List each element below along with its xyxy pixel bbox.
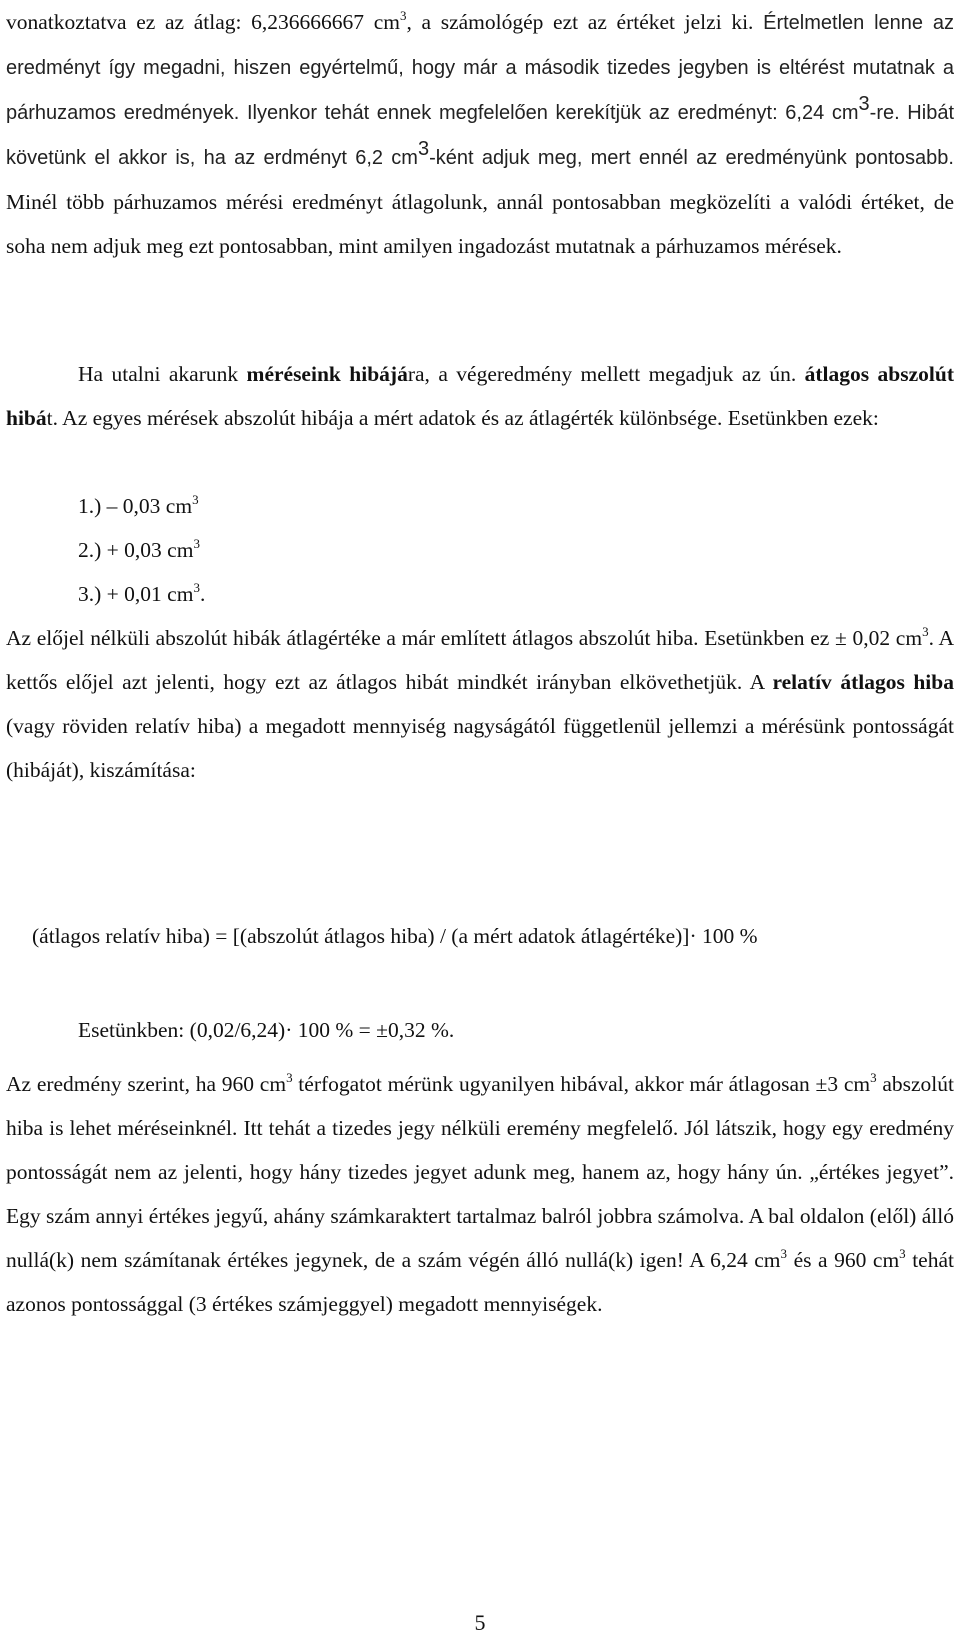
text: vonatkoztatva ez az átlag: 6,236666667 cm [6, 10, 400, 34]
paragraph-relative-error [6, 616, 954, 792]
text: tehát azonos pontossággal (3 értékes számjeggyel) megadott mennyiségek. [6, 1248, 954, 1316]
superscript: 3 [399, 8, 407, 23]
error-list [78, 484, 205, 616]
superscript: 3 [858, 93, 870, 115]
text: t. Az egyes mérések abszolút hibája a mért adatok és az átlagérték különbsége. Esetünkben ezek: [46, 406, 879, 430]
superscript: 3 [417, 138, 430, 160]
superscript: 3 [899, 1246, 906, 1261]
text: . A kettős előjel azt jelenti, hogy ezt az átlagos hibát mindkét irányban elkövethetjük. A [6, 626, 954, 694]
bold-term: méréseink hibájá [246, 362, 408, 386]
text: Ha utalni akarunk [78, 362, 247, 386]
superscript: 3 [780, 1246, 788, 1261]
example-calculation: Esetünkben: (0,02/6,24)· 100 % = ±0,32 %. [78, 1018, 455, 1042]
superscript: 3 [870, 1070, 877, 1085]
text: és a 960 cm [787, 1248, 900, 1272]
text: (vagy röviden relatív hiba) a megadott mennyiség nagyságától függetlenül jellemzi a mérésünk pontosságát (hibáját), kiszámítása: [6, 714, 954, 782]
paragraph-absolute-error [6, 352, 954, 440]
page-number: 5 [474, 1610, 486, 1635]
text: abszolút hiba is lehet méréseinknél. Itt tehát a tizedes jegy nélküli eremény megfelelő. Jól látszik, hogy egy eredmény pontosságát nem az jelenti, hogy hány tizedes jegyet adunk meg, hanem az, hogy hány ún. „értékes jegyet”. Egy szám annyi értékes jegyű, ahány számkaraktert tartalmaz balról jobbra számolva. A bal oldalon (elől) álló nullá(k) nem számítanak értékes jegynek, de a szám végén álló nullá(k) igen! A 6,24 cm [6, 1072, 955, 1272]
text: Az eredmény szerint, ha 960 cm [6, 1072, 287, 1096]
text: Értelmetlen lenne az eredményt így megadni, hiszen egyértelmű, hogy már a második tizedes jegyben is eltérést mutatnak a párhuzamos eredmények. Ilyenkor tehát ennek megfelelően kerekítjük az eredményt: 6,24 cm [6, 12, 955, 124]
text: Az előjel nélküli abszolút hibák átlagértéke a már említett átlagos abszolút hiba. Esetünkben ez ± 0,02 cm [6, 626, 923, 650]
text: -ként adjuk meg, mert ennél az eredményünk pontosabb. [429, 147, 954, 169]
paragraph-significant-digits [6, 1062, 954, 1326]
list-item: 1.) – 0,03 $cm^3$ [78, 492, 199, 518]
bold-term: átlagos abszolút hibá [6, 362, 954, 430]
superscript: 3 [286, 1070, 293, 1085]
text: Minél több párhuzamos mérési eredményt átlagolunk, annál pontosabban megközelíti a valódi értéket, de soha nem adjuk meg ezt pontosabban, mint amilyen ingadozást mutatnak a párhuzamos mérések. [6, 190, 954, 258]
list-item: 3.) + 0,01 $cm^3$. [78, 580, 206, 606]
paragraph-average-value [6, 0, 954, 268]
text: térfogatot mérünk ugyanilyen hibával, akkor már átlagosan ±3 cm [292, 1072, 871, 1096]
bold-term: relatív átlagos hiba [772, 670, 954, 694]
relative-error-formula: (átlagos relatív hiba) = [(abszolút átlagos hiba) / (a mért adatok átlagértéke)]· 100 % [32, 924, 758, 948]
superscript: 3 [922, 624, 929, 639]
text: , a számológép ezt az értéket jelzi ki. [406, 10, 754, 34]
list-item: 2.) + 0,03 $cm^3$ [78, 536, 200, 562]
text: -re. Hibát követünk el akkor is, ha az erdményt 6,2 cm [6, 102, 954, 169]
text: ra, a végeredmény mellett megadjuk az ún. [407, 362, 805, 386]
